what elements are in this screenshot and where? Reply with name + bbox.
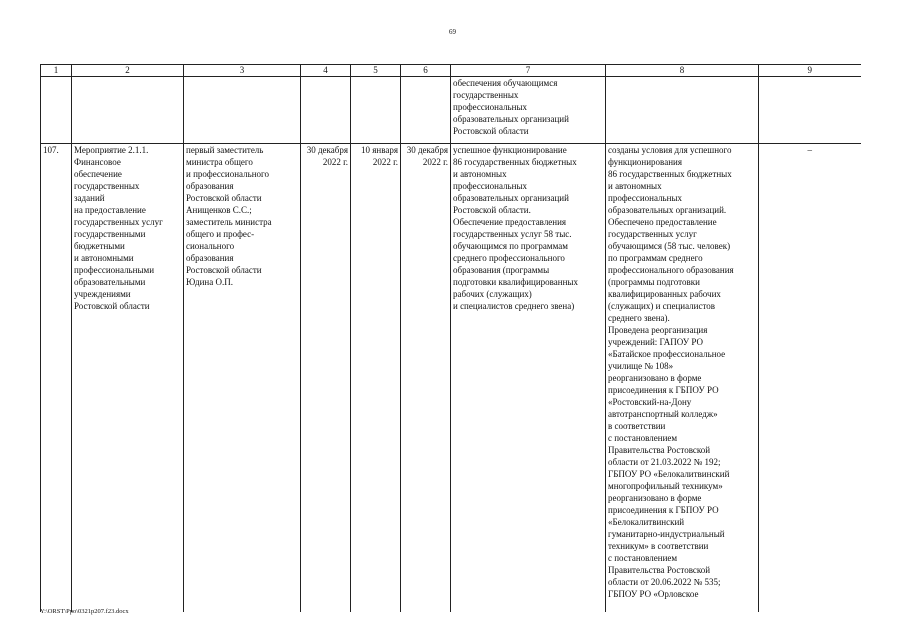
- header-cell-9: 9: [759, 65, 861, 77]
- header-cell-5: 5: [351, 65, 401, 77]
- expected-result: успешное функционирование 86 государственных бюджетных и автономных профессиональных образовательных организаций Ростовской области. Обеспечение предоставления государственных услуг 58 тыс. обучающимся по программам среднего профессионального образования (программы подготовки квалифицированных рабочих (служащих) и специалистов среднего звена): [451, 144, 606, 613]
- footer-file-path: Y:\ORST\Ppo\0321p207.f23.docx: [40, 608, 129, 615]
- cont-cell-7: обеспечения обучающимся государственных профессиональных образовательных организаций Ростовской области: [451, 77, 606, 144]
- cont-cell-8: [606, 77, 759, 144]
- cont-cell-4: [301, 77, 351, 144]
- actual-start-date: 10 января 2022 г.: [351, 144, 401, 613]
- header-cell-2: 2: [72, 65, 184, 77]
- planned-date: 30 декабря 2022 г.: [301, 144, 351, 613]
- col9-value: –: [759, 144, 861, 613]
- table-row-107: [41, 144, 861, 613]
- cont-cell-2: [72, 77, 184, 144]
- cont-cell-5: [351, 77, 401, 144]
- header-cell-8: 8: [606, 65, 759, 77]
- event-name: Мероприятие 2.1.1. Финансовое обеспечение государственных заданий на предоставление государственных услуг государственными бюджетными и автономными профессиональными образовательными учреждениями Ростовской области: [72, 144, 184, 613]
- report-table: [40, 64, 861, 612]
- actual-end-date: 30 декабря 2022 г.: [401, 144, 451, 613]
- header-cell-6: 6: [401, 65, 451, 77]
- continuation-row: [41, 77, 861, 144]
- page-number: 69: [449, 28, 456, 36]
- cont-cell-1: [41, 77, 72, 144]
- header-row: [41, 65, 861, 77]
- actual-result: созданы условия для успешного функционирования 86 государственных бюджетных и автономных профессиональных образовательных организаций. Обеспечено предоставление государственных услуг обучающимся (58 тыс. человек) по программам среднего профессионального образования (программы подготовки квалифицированных рабочих (служащих) и специалистов среднего звена). Проведена реорганизация учреждений: ГАПОУ РО «Батайское профессиональное училище № 108» реорганизовано в форме присоединения к ГБПОУ РО «Ростовский-на-Дону автотранспортный колледж» в соответствии с постановлением Правительства Ростовской области от 21.03.2022 № 192; ГБПОУ РО «Белокалитвинский многопрофильный техникум» реорганизовано в форме присоединения к ГБПОУ РО «Белокалитвинский гуманитарно-индустриальный техникум» в соответствии с постановлением Правительства Ростовской области от 20.06.2022 № 535; ГБПОУ РО «Орловское: [606, 144, 759, 613]
- header-cell-7: 7: [451, 65, 606, 77]
- responsible-persons: первый заместитель министра общего и профессионального образования Ростовской области Анищенков С.С.; заместитель министра общего и профес- сионального образования Ростовской области Юдина О.П.: [184, 144, 301, 613]
- cont-cell-3: [184, 77, 301, 144]
- cont-cell-9: [759, 77, 861, 144]
- header-cell-4: 4: [301, 65, 351, 77]
- row-number: 107.: [41, 144, 72, 613]
- header-cell-1: 1: [41, 65, 72, 77]
- header-cell-3: 3: [184, 65, 301, 77]
- cont-cell-6: [401, 77, 451, 144]
